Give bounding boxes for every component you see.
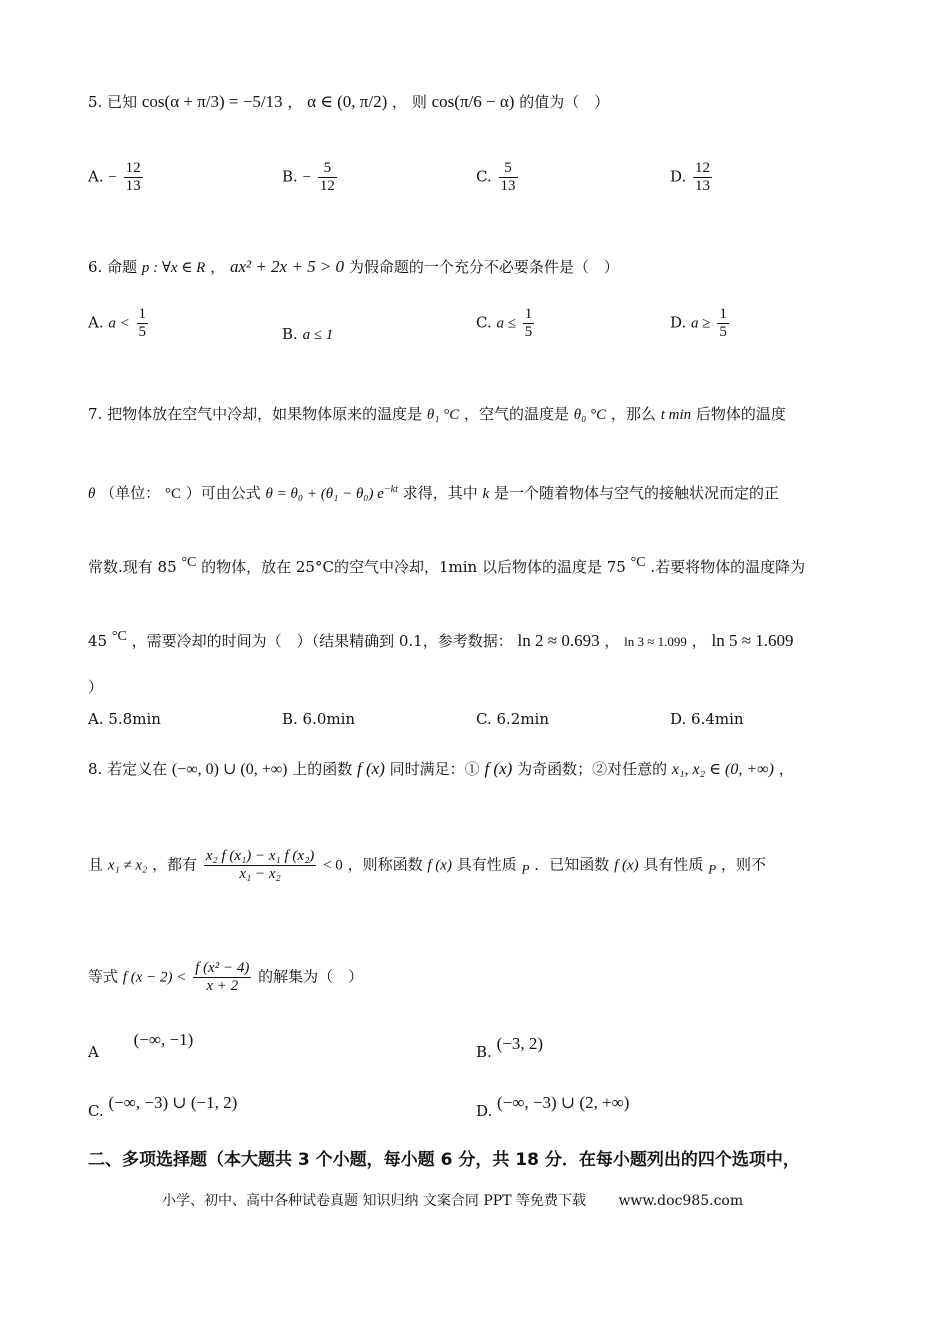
q7-option-b[interactable]: B. 6.0min (282, 710, 356, 728)
q6-proposition: p : ∀x ∈ R (141, 260, 206, 276)
q6-option-c[interactable]: C. a ≤ $\frac{1}{5}$ (476, 306, 533, 340)
q5-option-b-fraction: $\frac{5}{12}$ (319, 160, 335, 194)
q5-equation: cos(α + π/3) = −5/13 (141, 92, 283, 111)
q8-option-c[interactable]: C. (−∞, −3) ∪ (−1, 2) (88, 1093, 238, 1120)
q5-option-a-fraction: $\frac{12}{13}$ (125, 160, 141, 194)
q5-option-c[interactable]: C. $\frac{5}{13}$ (476, 160, 516, 194)
q7-option-a[interactable]: A. 5.8min (88, 710, 161, 728)
q6-inequality: ax² + 2x + 5 > 0 (229, 257, 345, 276)
q8-inequality-fraction: $\frac{\text{f (x² − 4)}}{x + 2}$ (195, 960, 250, 994)
q7-ref-ln5: ln 5 ≈ 1.609 (711, 631, 794, 650)
q8-line-2: 且 x₁ ≠ x₂ ，都有 $\frac{\text{x₂ f (x₁) − x₁ f (x₂)}}{\text{x₁ − x₂}}$ < 0 ，则称函数 f (x) 具有性质 $_P$ ．已知函数 f (x) 具有性质 $_P$ ，则不 (88, 848, 766, 882)
q5-option-d[interactable]: D. $\frac{12}{13}$ (670, 160, 711, 194)
q7-option-d[interactable]: D. 6.4min (670, 710, 744, 728)
q7-ref-ln3: ln 3 ≈ 1.099 (624, 634, 687, 649)
q7-line-5: ） (88, 678, 104, 696)
q7-line-1: 7. 把物体放在空气中冷却，如果物体原来的温度是 θ₁ °C ，空气的温度是 θ₀ °C ，那么 t min 后物体的温度 (88, 405, 786, 423)
q6-stem: 6. 命题 p : ∀x ∈ R ， ax² + 2x + 5 > 0 为假命题的一个充分不必要条件是（ ） (88, 257, 619, 276)
q6-option-a[interactable]: A. a < $\frac{1}{5}$ (88, 306, 147, 340)
footer-url[interactable]: www.doc985.com (618, 1193, 744, 1209)
footer (162, 1191, 743, 1211)
q8-condition-fraction: $\frac{\text{x₂ f (x₁) − x₁ f (x₂)}}{\text{x₁ − x₂}}$ (205, 848, 315, 882)
q5-option-c-fraction: $\frac{5}{13}$ (500, 160, 516, 194)
footer-text: 小学、初中、高中各种试卷真题 知识归纳 文案合同 PPT 等免费下载 (162, 1193, 586, 1209)
q7-option-c[interactable]: C. 6.2min (476, 710, 550, 728)
q5-option-a[interactable]: A. − $\frac{12}{13}$ (88, 160, 141, 194)
q7-ref-ln2: ln 2 ≈ 0.693 (517, 631, 600, 650)
q6-option-d[interactable]: D. a ≥ $\frac{1}{5}$ (670, 306, 727, 340)
q5-target: cos(π/6 − α) (431, 92, 515, 111)
q5-option-b[interactable]: B. − $\frac{5}{12}$ (282, 160, 335, 194)
q8-line-3: 等式 f (x − 2) < $\frac{\text{f (x² − 4)}}{x + 2}$ 的解集为（ ） (88, 960, 364, 994)
q7-line-2: θ （单位： °C ）可由公式 θ = θ₀ + (θ₁ − θ₀) $e^{-kt}$ 求得，其中 k 是一个随着物体与空气的接触状况而定的正 (88, 484, 779, 502)
q8-line-1: 8. 若定义在 (−∞, 0) ∪ (0, +∞) 上的函数 f (x) 同时满足：① f (x) 为奇函数；②对任意的 x₁, x₂ ∈ (0, +∞) ， (88, 759, 794, 778)
q8-option-b[interactable]: B. (−3, 2) (476, 1034, 543, 1061)
q7-formula: θ = θ₀ + (θ₁ − θ₀) $e^{-kt}$ (265, 484, 398, 502)
q8-option-a[interactable]: A (−∞, −1) (88, 1030, 194, 1061)
section-heading-multiple-choice: 二、多项选择题（本大题共 3 个小题，每小题 6 分，共 18 分．在每小题列出的四个选项中， (88, 1150, 800, 1170)
q8-option-d[interactable]: D. (−∞, −3) ∪ (2, +∞) (476, 1093, 630, 1120)
q5-alpha-range: α ∈ (0, π/2) (307, 92, 388, 111)
q6-option-b[interactable]: B. a ≤ 1 (282, 325, 334, 343)
q7-line-3: 常数.现有 85 $^{^\circ C}$ 的物体，放在 25°C的空气中冷却，1min 以后物体的温度是 75 $^{^\circ C}$ .若要将物体的温度降为 (88, 555, 806, 576)
q5-stem: 5. 已知 cos(α + π/3) = −5/13 ， α ∈ (0, π/2) ， 则 cos(π/6 − α) 的值为（ ） (88, 92, 610, 111)
q8-domain: (−∞, 0) ∪ (0, +∞) (171, 761, 288, 778)
q7-line-4: 45 $^{^\circ C}$ ，需要冷却的时间为（ ）（结果精确到 0.1，参考数据： ln 2 ≈ 0.693 ， ln 3 ≈ 1.099 ， ln 5 ≈ 1.609 (88, 629, 794, 650)
q5-option-d-fraction: $\frac{12}{13}$ (695, 160, 711, 194)
